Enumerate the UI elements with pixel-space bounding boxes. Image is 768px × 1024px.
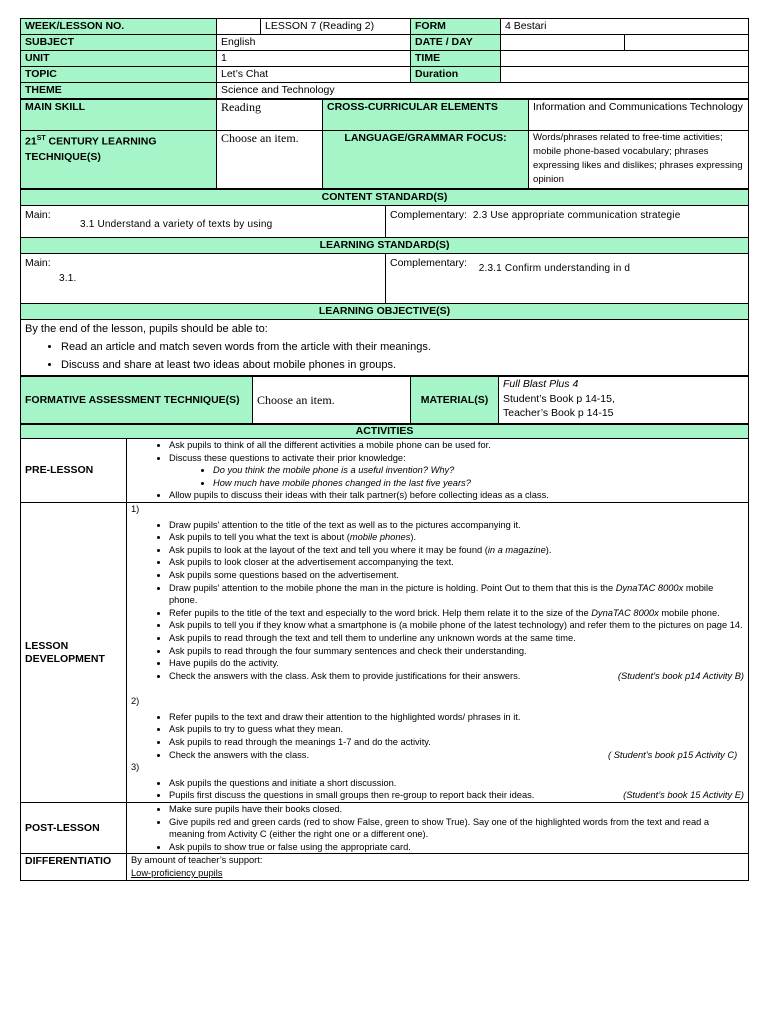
objective-list — [25, 338, 744, 374]
lesson-plan-sheet — [20, 18, 748, 881]
content-comp-label: Complementary: — [390, 209, 468, 221]
material-title: Full Blast Plus 4 — [503, 378, 579, 390]
date-value — [501, 35, 625, 51]
list-item-text: ). — [410, 532, 417, 543]
subject-value: English — [217, 35, 411, 51]
list-item-text: Ask pupils to tell you what the text is about ( — [169, 532, 350, 543]
list-item-italic: DynaTAC 8000x — [591, 607, 659, 618]
differentiation-body — [127, 854, 749, 880]
grammar-value: Words/phrases related to free-time activities; mobile phone-based vocabulary; phrases expressing likes and dislikes; phrases expressing opinion — [529, 131, 749, 189]
lesson-development-label-2: DEVELOPMENT — [25, 652, 105, 665]
pre-lesson-body — [127, 439, 749, 503]
activity-reference: ( Student’s book p15 Activity C) — [608, 749, 738, 760]
duration-label: Duration — [411, 67, 501, 83]
learning-standard-title: LEARNING STANDARD(S) — [21, 238, 749, 254]
step-1-list — [131, 519, 744, 683]
content-standard-title: CONTENT STANDARD(S) — [21, 190, 749, 206]
unit-value: 1 — [217, 51, 411, 67]
unit-label: UNIT — [21, 51, 217, 67]
step-2-list — [131, 711, 744, 761]
objective-item: • Discuss and share at least two ideas about mobile phones in groups. — [61, 356, 744, 374]
material-value — [499, 377, 749, 424]
list-item-text: Draw pupils' attention to the mobile phone the man in the picture is holding. Point Out to them that this is the — [169, 582, 616, 593]
theme-label: THEME — [21, 83, 217, 99]
assessment-label: FORMATIVE ASSESSMENT TECHNIQUE(S) — [21, 377, 253, 424]
post-lesson-list — [131, 803, 744, 853]
list-item: • Draw pupils' attention to the title of the text as well as to the pictures accompanying it. — [169, 519, 744, 532]
century-label-text: CENTURY LEARNING TECHNIQUE(S) — [25, 135, 157, 163]
post-lesson-label: POST-LESSON — [21, 803, 127, 854]
list-item: • Refer pupils to the text and draw their attention to the highlighted words/ phrases in it. — [169, 711, 744, 724]
header-table — [20, 18, 749, 99]
week-value: LESSON 7 (Reading 2) — [261, 19, 411, 35]
list-item-text: Check the answers with the class. — [169, 749, 310, 760]
content-main — [21, 206, 386, 238]
list-item-text: mobile phone. — [658, 607, 720, 618]
topic-label: TOPIC — [21, 67, 217, 83]
step-3-list — [131, 777, 744, 802]
list-item: • Ask pupils some questions based on the advertisement. — [169, 569, 744, 582]
learning-main-value: 3.1. — [59, 273, 77, 284]
material-line-1: Student’s Book p 14-15, — [503, 392, 615, 405]
list-item: • Ask pupils to try to guess what they mean. — [169, 723, 744, 736]
topic-value: Let’s Chat — [217, 67, 411, 83]
century-label — [21, 131, 217, 189]
day-value — [625, 35, 749, 51]
learning-main-label: Main: — [25, 257, 51, 269]
list-item — [169, 607, 744, 620]
list-item: • Allow pupils to discuss their ideas with their talk partner(s) before collecting ideas as a class. — [169, 489, 744, 502]
century-dropdown[interactable]: Choose an item. — [217, 131, 323, 189]
list-item-italic: in a magazine — [487, 544, 546, 555]
objective-intro: By the end of the lesson, pupils should be able to: — [25, 323, 268, 335]
list-item-text: Ask pupils to look at the layout of the text and tell you where it may be found ( — [169, 544, 488, 555]
assessment-dropdown[interactable]: Choose an item. — [253, 377, 411, 424]
content-comp-value: 2.3 Use appropriate communication strategie — [472, 210, 681, 221]
activity-reference: (Student’s book 15 Activity E) — [623, 790, 745, 801]
list-item — [169, 582, 744, 607]
learning-comp-label: Complementary: — [390, 257, 468, 269]
lesson-development-body — [127, 502, 749, 802]
objective-title: LEARNING OBJECTIVE(S) — [21, 304, 749, 320]
cce-label: CROSS-CURRICULAR ELEMENTS — [323, 100, 529, 131]
list-item-text: Refer pupils to the title of the text and especially to the word brick. Help them relate it to the size of the — [169, 607, 592, 618]
cce-value: Information and Communications Technology — [529, 100, 749, 131]
subject-label: SUBJECT — [21, 35, 217, 51]
list-item: • Ask pupils to read through the four summary sentences and check their understanding. — [169, 645, 744, 658]
list-item — [169, 452, 744, 490]
list-item-text: ). — [545, 544, 552, 555]
content-comp — [386, 206, 749, 238]
differentiation-line-2 — [131, 867, 744, 880]
century-label-sup: ST — [36, 135, 46, 142]
list-item: • Give pupils red and green cards (red to show False, green to show True). Say one of the highlighted words from the text and read a meaning from Activity C (either the right one or a different one). — [169, 816, 744, 841]
activities-title: ACTIVITIES — [21, 425, 749, 439]
century-label-number: 21 — [25, 135, 37, 148]
step-number: 2) — [131, 696, 140, 707]
list-item — [169, 789, 744, 802]
lesson-development-label-1: LESSON — [25, 639, 69, 652]
main-skill-value: Reading — [217, 100, 323, 131]
question-item: • Do you think the mobile phone is a useful invention? Why? — [213, 464, 744, 477]
content-standard-table — [20, 189, 749, 376]
list-item-text: Pupils first discuss the questions in small groups then re-group to report back their ideas. — [169, 790, 535, 801]
activities-table — [20, 424, 749, 881]
list-item: • Ask pupils to think of all the different activities a mobile phone can be used for. — [169, 439, 744, 452]
theme-value: Science and Technology — [217, 83, 749, 99]
time-value — [501, 51, 749, 67]
week-label: WEEK/LESSON NO. — [21, 19, 217, 35]
skills-table — [20, 99, 749, 189]
week-blank — [217, 19, 261, 35]
objective-item: • Read an article and match seven words from the article with their meanings. — [61, 338, 744, 356]
differentiation-label: DIFFERENTIATIO — [21, 854, 127, 880]
step-number: 1) — [131, 503, 140, 514]
list-item: • Make sure pupils have their books closed. — [169, 803, 744, 816]
list-item-text: Discuss these questions to activate their prior knowledge: — [169, 452, 406, 463]
list-item-text: Check the answers with the class. Ask them to provide justifications for their answers. — [169, 670, 521, 681]
objective-body — [21, 320, 749, 376]
list-item — [169, 749, 744, 762]
main-skill-label: MAIN SKILL — [21, 100, 217, 131]
differentiation-line-1: By amount of teacher’s support: — [131, 855, 263, 866]
list-item: • Ask pupils to show true or false using the appropriate card. — [169, 841, 744, 854]
form-value: 4 Bestari — [501, 19, 749, 35]
pre-lesson-label: PRE-LESSON — [21, 439, 127, 503]
form-label: FORM — [411, 19, 501, 35]
time-label: TIME — [411, 51, 501, 67]
post-lesson-body — [127, 803, 749, 854]
list-item: • Ask pupils to look closer at the advertisement accompanying the text. — [169, 556, 744, 569]
learning-comp — [386, 254, 749, 304]
list-item: • Ask pupils to read through the meanings 1-7 and do the activity. — [169, 736, 744, 749]
pre-lesson-list — [131, 439, 744, 502]
duration-value — [501, 67, 749, 83]
date-label: DATE / DAY — [411, 35, 501, 51]
lesson-development-label — [21, 502, 127, 802]
list-item: • Ask pupils to tell you if they know what a smartphone is (a mobile phone of the latest technology) and refer them to the pictures on page 14. — [169, 619, 744, 632]
list-item: • Have pupils do the activity. — [169, 657, 744, 670]
material-line-2: Teacher’s Book p 14-15 — [503, 407, 614, 419]
list-item: • Ask pupils the questions and initiate a short discussion. — [169, 777, 744, 790]
content-main-value: 3.1 Understand a variety of texts by using — [80, 219, 273, 230]
list-item — [169, 544, 744, 557]
list-item-italic: mobile phones — [349, 532, 411, 543]
material-label: MATERIAL(S) — [411, 377, 499, 424]
differentiation-subheading: Low-proficiency pupils — [131, 868, 223, 878]
content-main-label: Main: — [25, 209, 51, 221]
list-item — [169, 670, 744, 683]
assessment-table — [20, 376, 749, 424]
list-item — [169, 531, 744, 544]
learning-comp-value: 2.3.1 Confirm understanding in d — [478, 263, 631, 274]
pre-lesson-questions — [169, 464, 744, 489]
learning-main — [21, 254, 386, 304]
grammar-label: LANGUAGE/GRAMMAR FOCUS: — [323, 131, 529, 189]
step-number: 3) — [131, 762, 140, 773]
activity-reference: (Student’s book p14 Activity B) — [617, 670, 745, 681]
list-item-italic: DynaTAC 8000x — [615, 582, 684, 593]
list-item: • Ask pupils to read through the text and tell them to underline any unknown words at the same time. — [169, 632, 744, 645]
question-item: • How much have mobile phones changed in the last five years? — [213, 477, 744, 490]
list-item-text: mobile phone. — [169, 582, 714, 606]
